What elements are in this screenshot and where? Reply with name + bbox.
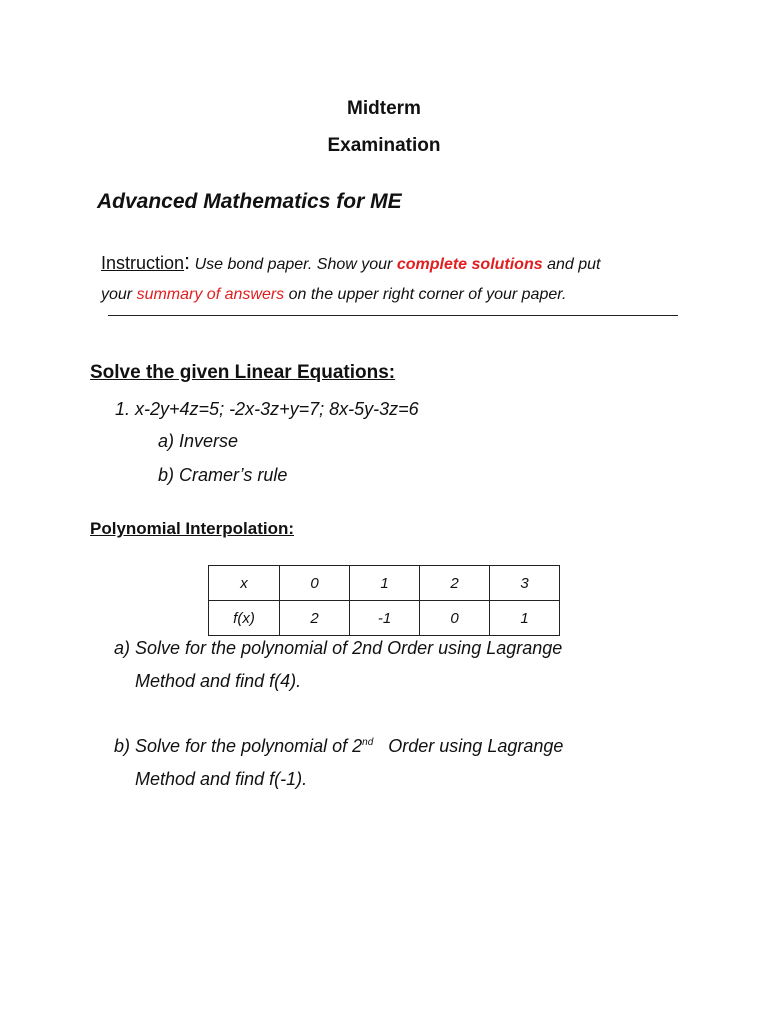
table-cell: 0 bbox=[420, 601, 490, 636]
instruction-colon: : bbox=[184, 249, 191, 274]
table-cell: 2 bbox=[420, 566, 490, 601]
method-cramers-rule: b) Cramer’s rule bbox=[158, 465, 288, 485]
part-a-line-2: Method and find f(4). bbox=[135, 671, 302, 691]
problem-1: 1. x-2y+4z=5; -2x-3z+y=7; 8x-5y-3z=6 bbox=[115, 399, 419, 419]
linear-equations-heading: Solve the given Linear Equations: bbox=[90, 362, 396, 383]
highlight-summary-of-answers: summary of answers bbox=[136, 286, 285, 303]
table-cell: 2 bbox=[280, 601, 350, 636]
instruction-text-4: on the upper right corner of your paper. bbox=[284, 286, 567, 303]
interpolation-table bbox=[208, 565, 560, 636]
table-cell: -1 bbox=[350, 601, 420, 636]
instruction-label: Instruction bbox=[101, 253, 185, 273]
part-b-text-1: b) Solve for the polynomial of 2 bbox=[114, 736, 363, 756]
table-row bbox=[209, 566, 560, 601]
part-b-text-2: Order using Lagrange bbox=[373, 736, 564, 756]
instruction-line-1 bbox=[101, 249, 600, 275]
table-cell: 1 bbox=[350, 566, 420, 601]
polynomial-interpolation-heading: Polynomial Interpolation: bbox=[90, 519, 295, 538]
table-cell: 3 bbox=[490, 566, 560, 601]
part-b-superscript: nd bbox=[362, 737, 374, 748]
table-row bbox=[209, 601, 560, 636]
instruction-text-2: and put bbox=[542, 256, 601, 273]
title-examination: Examination bbox=[327, 135, 441, 156]
part-b-line-2: Method and find f(-1). bbox=[135, 769, 308, 789]
title-midterm: Midterm bbox=[347, 98, 421, 119]
instruction-line-2 bbox=[101, 286, 566, 304]
instruction-text-3: your bbox=[101, 286, 137, 303]
method-inverse: a) Inverse bbox=[158, 431, 239, 451]
highlight-complete-solutions: complete solutions bbox=[396, 256, 543, 273]
instruction-text-1: Use bond paper. Show your bbox=[194, 256, 397, 273]
divider-line bbox=[108, 315, 678, 316]
part-b-line-1 bbox=[114, 736, 563, 757]
table-cell: 0 bbox=[280, 566, 350, 601]
subject-title: Advanced Mathematics for ME bbox=[97, 190, 402, 213]
part-a-line-1: a) Solve for the polynomial of 2nd Order using Lagrange bbox=[114, 638, 563, 658]
table-cell: 1 bbox=[490, 601, 560, 636]
table-cell: x bbox=[209, 566, 280, 601]
table-cell: f(x) bbox=[209, 601, 280, 636]
